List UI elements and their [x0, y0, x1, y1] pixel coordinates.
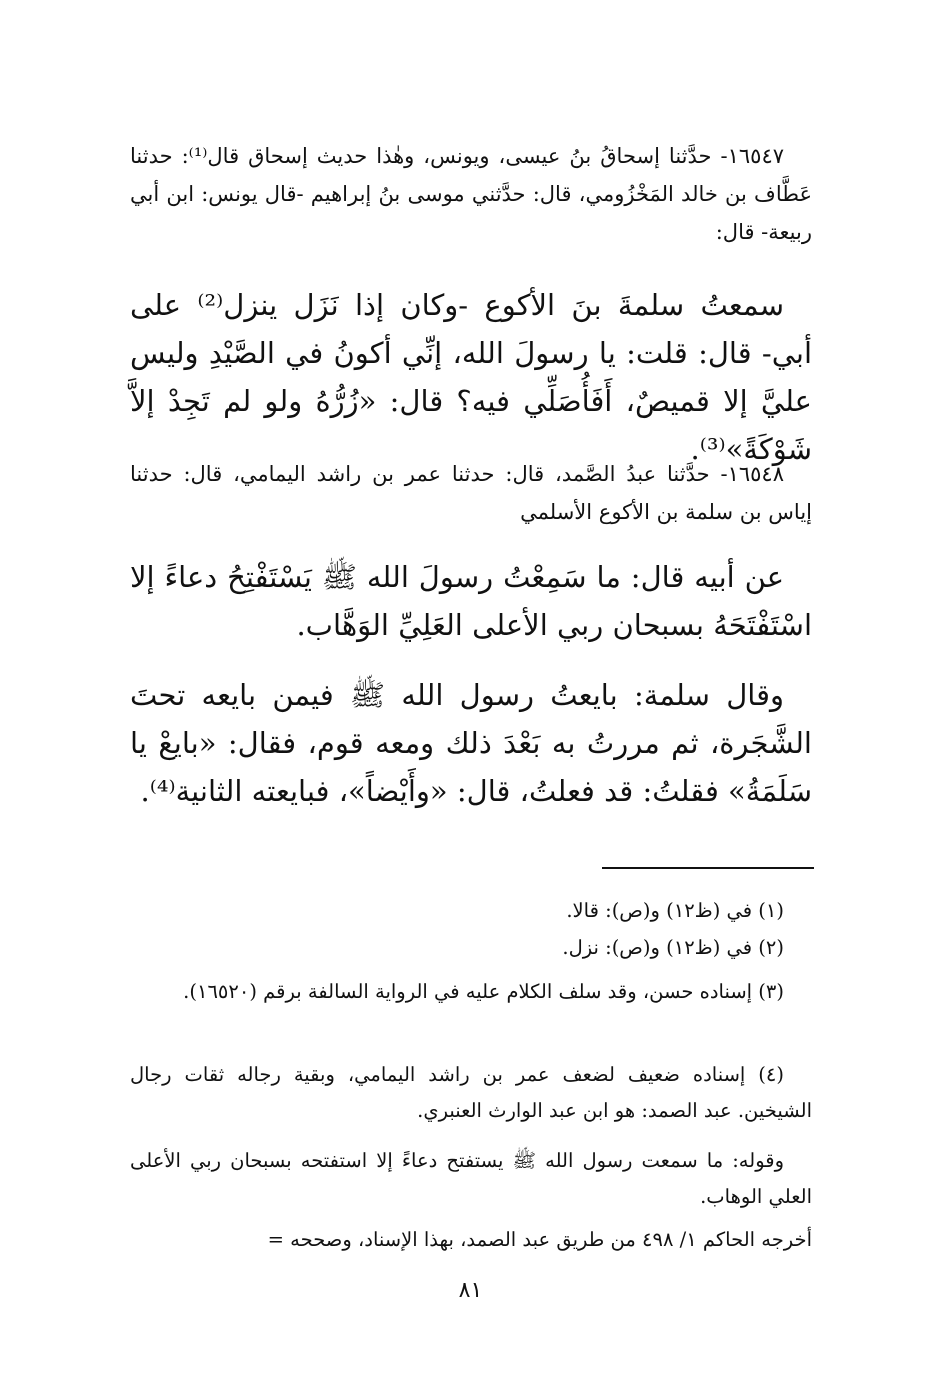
- footnote-1: (١) في (ظ١٢) و(ص): قالا.: [566, 899, 784, 922]
- page-number: ٨١: [458, 1278, 483, 1303]
- hadith-16547-matn: سمعتُ سلمةَ بنَ الأكوع -وكان إذا نَزَل ينزل⁽²⁾ على أبي- قال: قلت: يا رسولَ الله، إنِّي أكونُ في الصَّيْدِ وليس عليَّ إلا قميصٌ، أَفَأُصَلِّي فيه؟ قال: «زُرُّهُ ولو لم تَجِدْ إلاَّ شَوْكَةً»⁽³⁾.: [130, 288, 812, 466]
- footnote-4: (٤) إسناده ضعيف لضعف عمر بن راشد اليمامي، وبقية رجاله ثقات رجال الشيخين. عبد الصمد: هو ابن عبد الوارث العنبري.: [130, 1063, 812, 1122]
- hadith-16548-matn-second: وقال سلمة: بايعتُ رسول الله ﷺ فيمن بايعه تحتَ الشَّجَرة، ثم مررتُ به بَعْدَ ذلك ومعه قوم، فقال: «بايعْ يا سَلَمَةُ» فقلتُ: قد فعلتُ، قال: «وأَيْضاً»، فبايعته الثانية⁽⁴⁾.: [130, 678, 812, 808]
- hadith-16547-isnad: ١٦٥٤٧- حدَّثنا إسحاقُ بنُ عيسى، ويونس، وهٰذا حديث إسحاق قال⁽¹⁾: حدثنا عَطَّاف بن خالد المَخْزُومي، قال: حدَّثني موسى بنُ إبراهيم -قال يونس: ابن أبي ربيعة- قال:: [130, 144, 812, 244]
- footnote-4-source: أخرجه الحاكم ١/ ٤٩٨ من طريق عبد الصمد، بهذا الإسناد، وصححه =: [267, 1228, 812, 1251]
- footnote-4-continued: وقوله: ما سمعت رسول الله ﷺ يستفتح دعاءً إلا استفتحه بسبحان ربي الأعلى العلي الوهاب.: [130, 1149, 812, 1208]
- hadith-16548-matn-first: عن أبيه قال: ما سَمِعْتُ رسولَ الله ﷺ يَسْتَفْتِحُ دعاءً إلا اسْتَفْتَحَهُ بسبحان ربي الأعلى العَلِيِّ الوَهَّاب.: [130, 560, 812, 642]
- footnote-3: (٣) إسناده حسن، وقد سلف الكلام عليه في الرواية السالفة برقم (١٦٥٢٠).: [183, 980, 784, 1003]
- footnote-separator: [602, 867, 814, 869]
- footnote-2: (٢) في (ظ١٢) و(ص): نزل.: [562, 936, 784, 959]
- hadith-16548-isnad: ١٦٥٤٨- حدَّثنا عبدُ الصَّمد، قال: حدثنا عمر بن راشد اليمامي، قال: حدثنا إياس بن سلمة بن الأكوع الأسلمي: [130, 462, 812, 524]
